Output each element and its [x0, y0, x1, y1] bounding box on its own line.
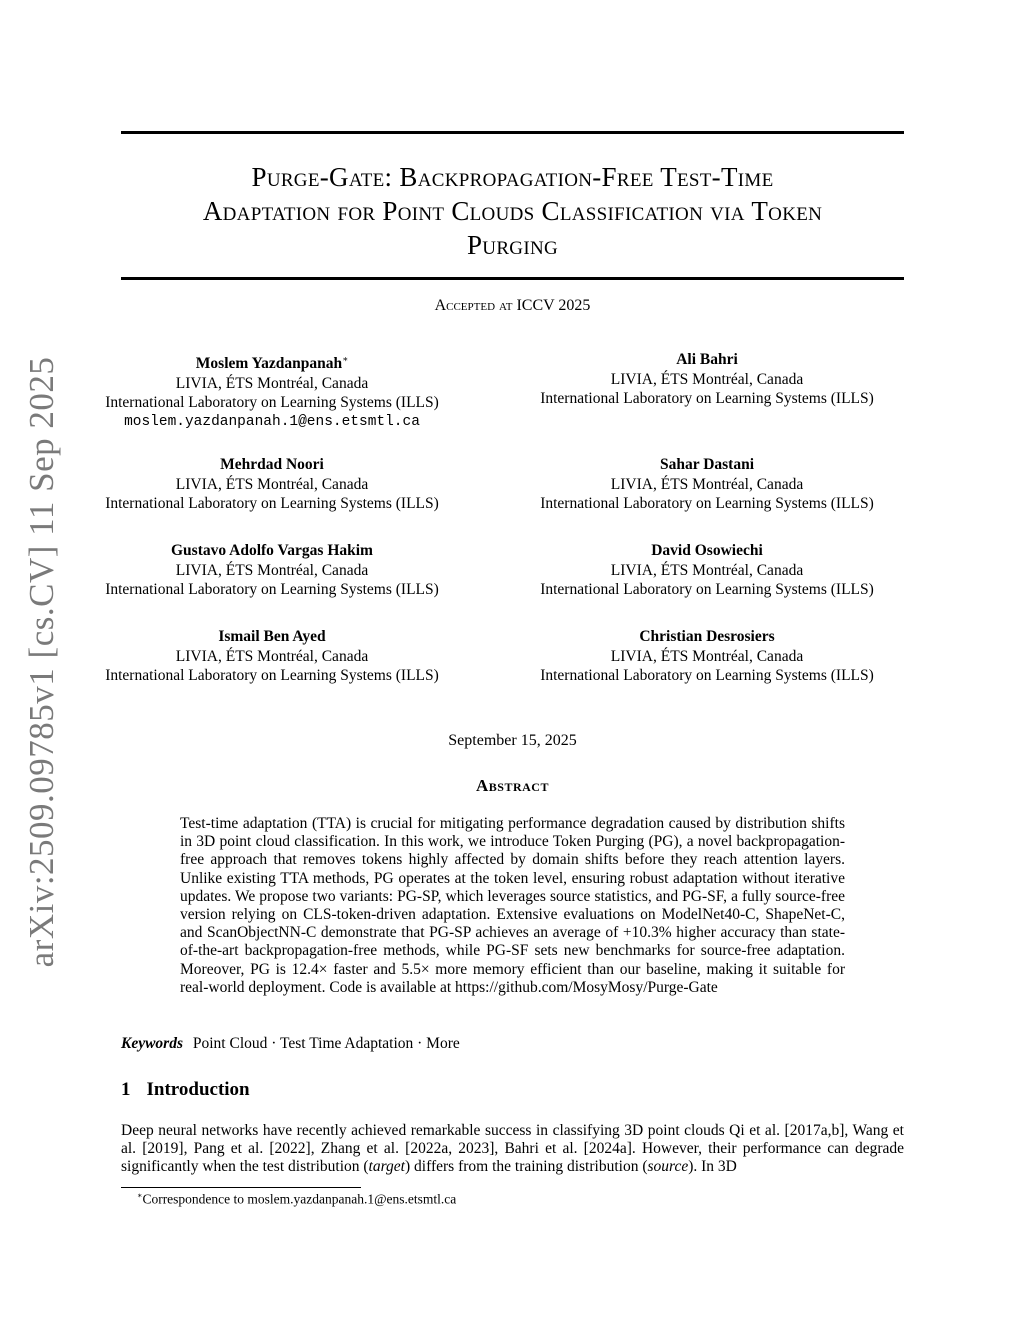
author-affiliation: International Laboratory on Learning Systems (ILLS) — [105, 495, 439, 512]
author-affiliation: International Laboratory on Learning Systems (ILLS) — [105, 394, 439, 412]
arxiv-stamp — [0, 0, 74, 1325]
footnote-marker: ∗ — [137, 1191, 143, 1200]
title-rule-bottom — [121, 277, 904, 280]
author-card — [511, 455, 903, 514]
keywords-text: Point Cloud · Test Time Adaptation · More — [192, 1035, 460, 1052]
author-card — [511, 627, 903, 686]
author-card — [511, 350, 903, 409]
arxiv-id: arXiv:2509.09785v1 [cs.CV] 11 Sep 2025 — [22, 356, 61, 968]
author-affiliation: LIVIA, ÉTS Montréal, Canada — [175, 647, 369, 665]
emphasis-target: target — [368, 1158, 405, 1176]
author-affiliation: LIVIA, ÉTS Montréal, Canada — [175, 561, 369, 579]
venue-note: Accepted at ICCV 2025 — [434, 297, 591, 314]
author-email[interactable]: moslem.yazdanpanah.1@ens.etsmtl.ca — [124, 413, 420, 430]
author-affiliation: International Laboratory on Learning Systems (ILLS) — [540, 581, 874, 598]
section-title: Introduction — [146, 1079, 250, 1100]
author-affiliation: LIVIA, ÉTS Montréal, Canada — [610, 475, 804, 493]
emphasis-source: source — [647, 1158, 689, 1176]
title-line-3: Purging — [466, 230, 558, 260]
author-affiliation: LIVIA, ÉTS Montréal, Canada — [175, 374, 369, 392]
author-card — [76, 350, 468, 432]
footnote-marker: ∗ — [342, 354, 349, 364]
author-affiliation: LIVIA, ÉTS Montréal, Canada — [610, 370, 804, 388]
author-affiliation: International Laboratory on Learning Systems (ILLS) — [540, 495, 874, 512]
author-name: Ali Bahri — [676, 351, 738, 368]
author-affiliation: International Laboratory on Learning Systems (ILLS) — [105, 667, 439, 684]
author-name: Sahar Dastani — [659, 456, 755, 473]
author-affiliation: LIVIA, ÉTS Montréal, Canada — [610, 561, 804, 579]
section-number: 1 — [121, 1079, 131, 1100]
keywords-label: Keywords — [121, 1035, 183, 1052]
abstract-heading: Abstract — [476, 776, 549, 795]
author-card — [76, 627, 468, 686]
author-affiliation: International Laboratory on Learning Systems (ILLS) — [540, 390, 874, 407]
author-affiliation: International Laboratory on Learning Systems (ILLS) — [105, 581, 439, 598]
footnote-divider — [121, 1187, 361, 1188]
publication-date: September 15, 2025 — [448, 732, 577, 749]
title-line-1: Purge-Gate: Backpropagation-Free Test-Time — [251, 162, 774, 192]
keywords-line — [121, 1035, 460, 1053]
author-affiliation: LIVIA, ÉTS Montréal, Canada — [610, 647, 804, 665]
author-card — [76, 541, 468, 600]
author-name: Moslem Yazdanpanah — [195, 355, 343, 373]
footnote-text: Correspondence to moslem.yazdanpanah.1@ens.etsmtl.ca — [142, 1191, 457, 1207]
author-name: Christian Desrosiers — [639, 628, 775, 645]
paper-title — [121, 160, 904, 262]
author-name: Gustavo Adolfo Vargas Hakim — [171, 542, 373, 559]
title-line-2: Adaptation for Point Clouds Classification via Token — [202, 196, 823, 226]
introduction-paragraph: Deep neural networks have recently achieved remarkable success in classifying 3D point clouds Qi et al. [2017a,b], Wang et al. [2019], Pang et al. [2022], Zhang et al. [2022a, 2023], Bahri et al. [2024a]. However, their performance can degrade significantly when the test distribution (target) differs from the training distribution (source). In 3D — [121, 1122, 904, 1176]
footnote — [137, 1191, 456, 1208]
author-name: Mehrdad Noori — [220, 456, 324, 473]
section-heading — [121, 1079, 250, 1101]
author-affiliation: International Laboratory on Learning Systems (ILLS) — [540, 667, 874, 684]
author-name: Ismail Ben Ayed — [218, 628, 326, 645]
author-name: David Osowiechi — [651, 542, 763, 559]
author-card — [76, 455, 468, 514]
title-rule-top — [121, 131, 904, 134]
author-card — [511, 541, 903, 600]
author-affiliation: LIVIA, ÉTS Montréal, Canada — [175, 475, 369, 493]
abstract-text: Test-time adaptation (TTA) is crucial for mitigating performance degradation caused by distribution shifts in 3D point cloud classification. In this work, we introduce Token Purging (PG), a novel backpropagation-free approach that removes tokens highly affected by domain shifts before they reach attention layers. Unlike existing TTA methods, PG operates at the token level, ensuring robust adaptation without iterative updates. We propose two variants: PG-SP, which leverages source statistics, and PG-SF, a fully source-free version relying on CLS-token-driven adaptation. Extensive evaluations on ModelNet40-C, ShapeNet-C, and ScanObjectNN-C demonstrate that PG-SP achieves an average of +10.3% higher accuracy than state-of-the-art backpropagation-free methods, while PG-SF sets new benchmarks for source-free adaptation. Moreover, PG is 12.4× faster and 5.5× more memory efficient than our baseline, making it suitable for real-world deployment. Code is available at https://github.com/MosyMosy/Purge-Gate — [180, 815, 845, 996]
